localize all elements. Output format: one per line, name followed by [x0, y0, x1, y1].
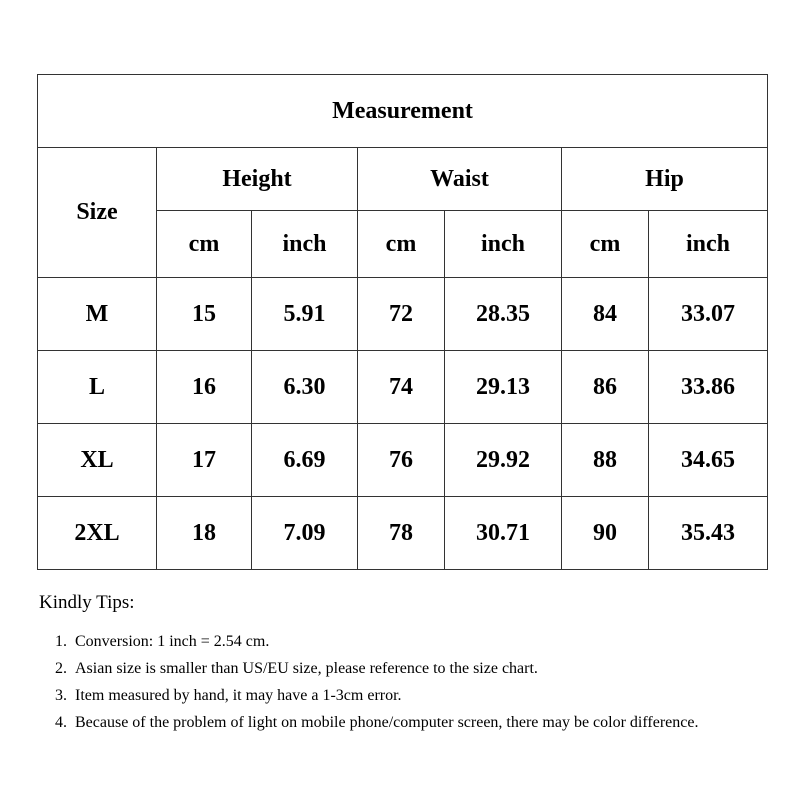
table-cell: 30.71: [445, 497, 562, 570]
height-header: Height: [157, 148, 358, 211]
table-cell: 29.92: [445, 424, 562, 497]
table-cell: 33.86: [649, 351, 768, 424]
table-row: [38, 278, 768, 351]
table-cell: 74: [358, 351, 445, 424]
hip-header: Hip: [562, 148, 768, 211]
unit-header: cm: [157, 211, 252, 278]
table-cell: 88: [562, 424, 649, 497]
tip-item: 2. Asian size is smaller than US/EU size, please reference to the size chart.: [71, 655, 769, 682]
unit-header: cm: [358, 211, 445, 278]
table-cell: 7.09: [252, 497, 358, 570]
table-row: [38, 497, 768, 570]
size-chart-table: [37, 74, 768, 570]
tip-item: 1. Conversion: 1 inch = 2.54 cm.: [71, 628, 769, 655]
size-cell: 2XL: [38, 497, 157, 570]
tip-item: 3. Item measured by hand, it may have a 1-3cm error.: [71, 682, 769, 709]
table-row: [38, 424, 768, 497]
table-cell: 28.35: [445, 278, 562, 351]
table-cell: 90: [562, 497, 649, 570]
size-cell: M: [38, 278, 157, 351]
table-cell: 35.43: [649, 497, 768, 570]
table-cell: 6.30: [252, 351, 358, 424]
table-cell: 6.69: [252, 424, 358, 497]
table-cell: 34.65: [649, 424, 768, 497]
unit-header: cm: [562, 211, 649, 278]
table-cell: 78: [358, 497, 445, 570]
table-row: [38, 351, 768, 424]
size-header: Size: [38, 148, 157, 278]
table-cell: 76: [358, 424, 445, 497]
size-cell: XL: [38, 424, 157, 497]
tips-title: Kindly Tips:: [39, 592, 135, 613]
table-cell: 16: [157, 351, 252, 424]
waist-header: Waist: [358, 148, 562, 211]
table-cell: 18: [157, 497, 252, 570]
unit-header: inch: [445, 211, 562, 278]
unit-header: inch: [649, 211, 768, 278]
table-cell: 17: [157, 424, 252, 497]
tips-section: [39, 592, 769, 736]
table-cell: 84: [562, 278, 649, 351]
table-cell: 5.91: [252, 278, 358, 351]
table-cell: 86: [562, 351, 649, 424]
size-cell: L: [38, 351, 157, 424]
tips-list: [39, 628, 769, 736]
unit-header: inch: [252, 211, 358, 278]
table-title: Measurement: [38, 75, 768, 148]
tip-item: 4. Because of the problem of light on mobile phone/computer screen, there may be color difference.: [71, 709, 769, 736]
table-cell: 29.13: [445, 351, 562, 424]
table-cell: 15: [157, 278, 252, 351]
table-cell: 33.07: [649, 278, 768, 351]
table-cell: 72: [358, 278, 445, 351]
